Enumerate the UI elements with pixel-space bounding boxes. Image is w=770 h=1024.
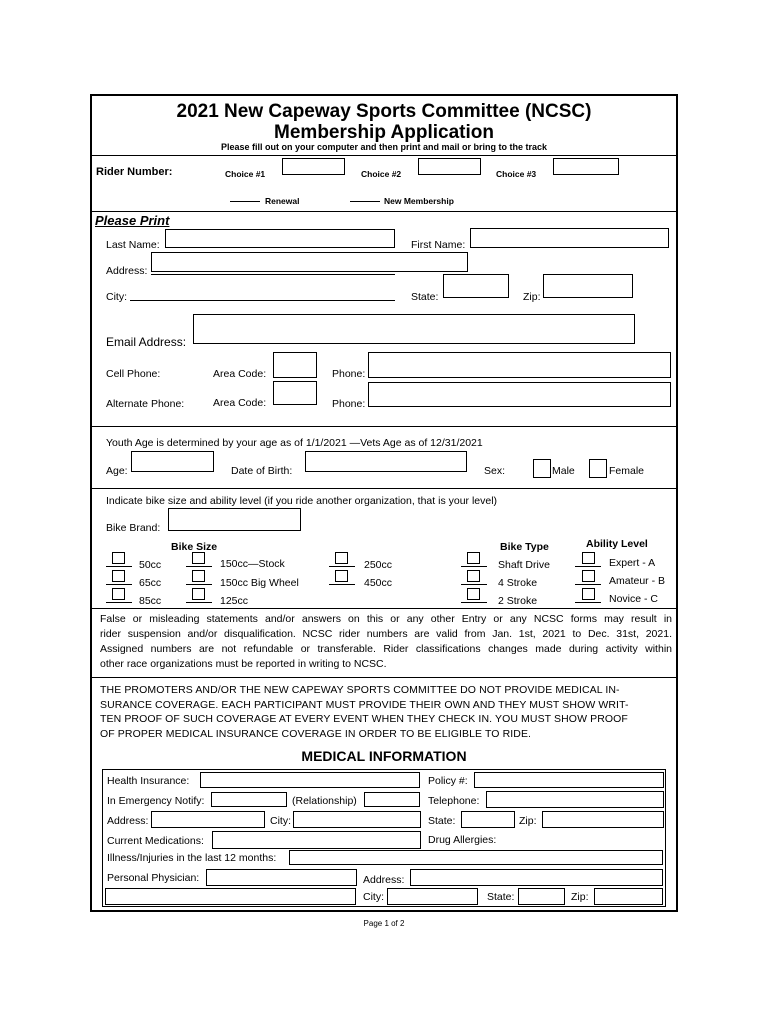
- phys-zip-label: Zip:: [571, 891, 589, 903]
- size-125cc-checkbox[interactable]: [192, 588, 205, 600]
- physician-input[interactable]: [206, 869, 357, 886]
- ability-heading: Ability Level: [586, 538, 648, 550]
- rider-number-label: Rider Number:: [96, 166, 173, 178]
- size-150stock-label: 150cc—Stock: [220, 558, 285, 570]
- size-150stock-checkbox[interactable]: [192, 552, 205, 564]
- bike-type-heading: Bike Type: [500, 541, 549, 553]
- size-450cc-label: 450cc: [364, 577, 393, 589]
- size-125cc-label: 125cc: [220, 595, 249, 607]
- size-150bigwheel-checkbox[interactable]: [192, 570, 205, 582]
- phone-label: Phone:: [332, 368, 366, 380]
- choice1-input[interactable]: [282, 158, 345, 175]
- divider: [90, 211, 678, 212]
- relationship-input[interactable]: [364, 792, 420, 807]
- cell-phone-label: Cell Phone:: [106, 368, 161, 380]
- type-shaft-checkbox[interactable]: [467, 552, 480, 564]
- ability-novice-checkbox[interactable]: [582, 588, 595, 600]
- type-2stroke-label: 2 Stroke: [498, 595, 538, 607]
- new-membership-label: New Membership: [384, 196, 454, 206]
- form-title-line1: 2021 New Capeway Sports Committee (NCSC): [176, 101, 592, 122]
- area-code-label: Area Code:: [213, 397, 267, 409]
- divider: [90, 155, 678, 156]
- city-input[interactable]: [130, 300, 395, 301]
- age-input[interactable]: [131, 451, 214, 472]
- size-50cc-label: 50cc: [139, 559, 162, 571]
- sex-label: Sex:: [484, 465, 506, 477]
- med-address-input[interactable]: [151, 811, 265, 828]
- state-input[interactable]: [443, 274, 509, 298]
- renewal-checkline[interactable]: [230, 201, 260, 202]
- medications-label: Current Medications:: [107, 835, 204, 847]
- policy-label: Policy #:: [428, 775, 468, 787]
- type-4stroke-label: 4 Stroke: [498, 577, 538, 589]
- form-subtitle: Please fill out on your computer and then print and mail or bring to the track: [220, 142, 548, 152]
- page-number: Page 1 of 2: [363, 919, 405, 928]
- zip-input[interactable]: [543, 274, 633, 298]
- medications-input[interactable]: [212, 831, 421, 849]
- choice1-label: Choice #1: [225, 169, 266, 179]
- insurance-notice: [100, 683, 672, 741]
- telephone-input[interactable]: [486, 791, 664, 808]
- disclaimer-line: other race organizations must be reported in writing to NCSC.: [100, 658, 387, 670]
- dob-input[interactable]: [305, 451, 467, 472]
- age-note: Youth Age is determined by your age as of 1/1/2021 —Vets Age as of 12/31/2021: [106, 437, 483, 449]
- age-label: Age:: [106, 465, 128, 477]
- phys-city-input[interactable]: [387, 888, 478, 905]
- choice3-label: Choice #3: [496, 169, 537, 179]
- dob-label: Date of Birth:: [231, 465, 293, 477]
- disclaimer-line: rider suspension and/or disqualification. NCSC rider numbers are valid from Jan. 1st, 2021 to Dec. 31st, 2021.: [100, 628, 672, 640]
- illness-label: Illness/Injuries in the last 12 months:: [107, 852, 277, 864]
- phys-address-label: Address:: [363, 874, 405, 886]
- choice3-input[interactable]: [553, 158, 619, 175]
- checkline: [575, 566, 601, 567]
- address-label: Address:: [106, 265, 148, 277]
- email-label: Email Address:: [106, 335, 187, 349]
- size-85cc-label: 85cc: [139, 595, 162, 607]
- disclaimer-line: Assigned numbers are not refundable or transferable. Rider classifications changes made during activity within: [100, 643, 672, 655]
- checkline: [329, 566, 355, 567]
- address-line: [151, 274, 395, 275]
- size-50cc-checkbox[interactable]: [112, 552, 125, 564]
- type-shaft-label: Shaft Drive: [498, 559, 550, 571]
- alt-area-code-input[interactable]: [273, 381, 317, 405]
- size-65cc-label: 65cc: [139, 577, 162, 589]
- ability-expert-label: Expert - A: [609, 557, 656, 569]
- bike-brand-input[interactable]: [168, 508, 301, 531]
- alternate-phone-label: Alternate Phone:: [106, 398, 185, 410]
- checkline: [329, 584, 355, 585]
- emergency-label: In Emergency Notify:: [107, 795, 205, 807]
- choice2-label: Choice #2: [361, 169, 402, 179]
- health-insurance-label: Health Insurance:: [107, 775, 190, 787]
- divider: [90, 608, 678, 609]
- zip-label: Zip:: [523, 291, 541, 303]
- phys-state-label: State:: [487, 891, 515, 903]
- telephone-label: Telephone:: [428, 795, 480, 807]
- ability-amateur-label: Amateur - B: [609, 575, 666, 587]
- checkline: [186, 566, 212, 567]
- checkline: [106, 584, 132, 585]
- emergency-input[interactable]: [211, 792, 287, 807]
- form-title-line2: Membership Application: [274, 122, 494, 143]
- checkline: [461, 566, 487, 567]
- new-membership-checkline[interactable]: [350, 201, 380, 202]
- med-city-input[interactable]: [293, 811, 421, 828]
- relationship-label: (Relationship): [292, 795, 357, 807]
- ability-amateur-checkbox[interactable]: [582, 570, 595, 582]
- checkline: [461, 584, 487, 585]
- size-450cc-checkbox[interactable]: [335, 570, 348, 582]
- renewal-label: Renewal: [265, 196, 300, 206]
- bike-size-heading: Bike Size: [171, 541, 218, 553]
- female-label: Female: [609, 465, 645, 477]
- med-zip-input[interactable]: [542, 811, 664, 828]
- divider: [90, 488, 678, 489]
- med-city-label: City:: [270, 815, 291, 827]
- illness-input[interactable]: [289, 850, 663, 865]
- last-name-label: Last Name:: [106, 239, 160, 251]
- choice2-input[interactable]: [418, 158, 481, 175]
- email-input[interactable]: [193, 314, 635, 344]
- phone-label: Phone:: [332, 398, 366, 410]
- address-input[interactable]: [151, 252, 468, 272]
- state-label: State:: [411, 291, 439, 303]
- size-250cc-label: 250cc: [364, 559, 393, 571]
- size-65cc-checkbox[interactable]: [112, 570, 125, 582]
- male-label: Male: [552, 465, 575, 477]
- disclaimer-line: False or misleading statements and/or answers on this or any other Entry or any NCSC forms may result in: [100, 613, 672, 625]
- phys-city-label: City:: [363, 891, 384, 903]
- med-state-input[interactable]: [461, 811, 515, 828]
- checkline: [575, 602, 601, 603]
- cell-area-code-input[interactable]: [273, 352, 317, 378]
- med-address-label: Address:: [107, 815, 149, 827]
- size-85cc-checkbox[interactable]: [112, 588, 125, 600]
- disclaimer-paragraph: [100, 612, 672, 672]
- area-code-label: Area Code:: [213, 368, 267, 380]
- first-name-input[interactable]: [470, 228, 669, 248]
- city-label: City:: [106, 291, 127, 303]
- first-name-label: First Name:: [411, 239, 466, 251]
- checkline: [575, 584, 601, 585]
- insurance-line: OF PROPER MEDICAL INSURANCE COVERAGE IN ORDER TO BE ELIGIBLE TO RIDE.: [100, 727, 532, 740]
- phys-state-input[interactable]: [518, 888, 565, 905]
- medical-heading: MEDICAL INFORMATION: [301, 748, 467, 764]
- phys-zip-input[interactable]: [594, 888, 663, 905]
- size-250cc-checkbox[interactable]: [335, 552, 348, 564]
- female-checkbox[interactable]: [589, 459, 607, 478]
- med-state-label: State:: [428, 815, 456, 827]
- checkline: [186, 584, 212, 585]
- ability-novice-label: Novice - C: [609, 593, 659, 605]
- health-insurance-input[interactable]: [200, 772, 420, 788]
- allergies-label: Drug Allergies:: [428, 834, 497, 846]
- cell-phone-input[interactable]: [368, 352, 671, 378]
- physician-extra-input[interactable]: [105, 888, 356, 905]
- ability-expert-checkbox[interactable]: [582, 552, 595, 564]
- male-checkbox[interactable]: [533, 459, 551, 478]
- med-zip-label: Zip:: [519, 815, 537, 827]
- type-4stroke-checkbox[interactable]: [467, 570, 480, 582]
- insurance-line: THE PROMOTERS AND/OR THE NEW CAPEWAY SPORTS COMMITTEE DO NOT PROVIDE MEDICAL IN-: [100, 684, 620, 696]
- alt-phone-input[interactable]: [368, 382, 671, 407]
- insurance-line: SURANCE COVERAGE. EACH PARTICIPANT MUST PROVIDE THEIR OWN AND THEY MUST SHOW WRIT-: [100, 698, 629, 711]
- bike-note: Indicate bike size and ability level (if you ride another organization, that is your level): [106, 495, 498, 507]
- checkline: [106, 566, 132, 567]
- last-name-input[interactable]: [165, 229, 395, 248]
- size-150bigwheel-label: 150cc Big Wheel: [220, 577, 299, 589]
- checkline: [186, 602, 212, 603]
- checkline: [461, 602, 487, 603]
- policy-input[interactable]: [474, 772, 664, 788]
- divider: [90, 677, 678, 678]
- type-2stroke-checkbox[interactable]: [467, 588, 480, 600]
- divider: [90, 426, 678, 427]
- bike-brand-label: Bike Brand:: [106, 522, 161, 534]
- checkline: [106, 602, 132, 603]
- physician-label: Personal Physician:: [107, 872, 200, 884]
- insurance-line: TEN PROOF OF SUCH COVERAGE AT EVERY EVENT WHEN THEY CHECK IN. YOU MUST SHOW PROOF: [100, 713, 628, 725]
- please-print-heading: Please Print: [95, 213, 170, 228]
- phys-address-input[interactable]: [410, 869, 663, 886]
